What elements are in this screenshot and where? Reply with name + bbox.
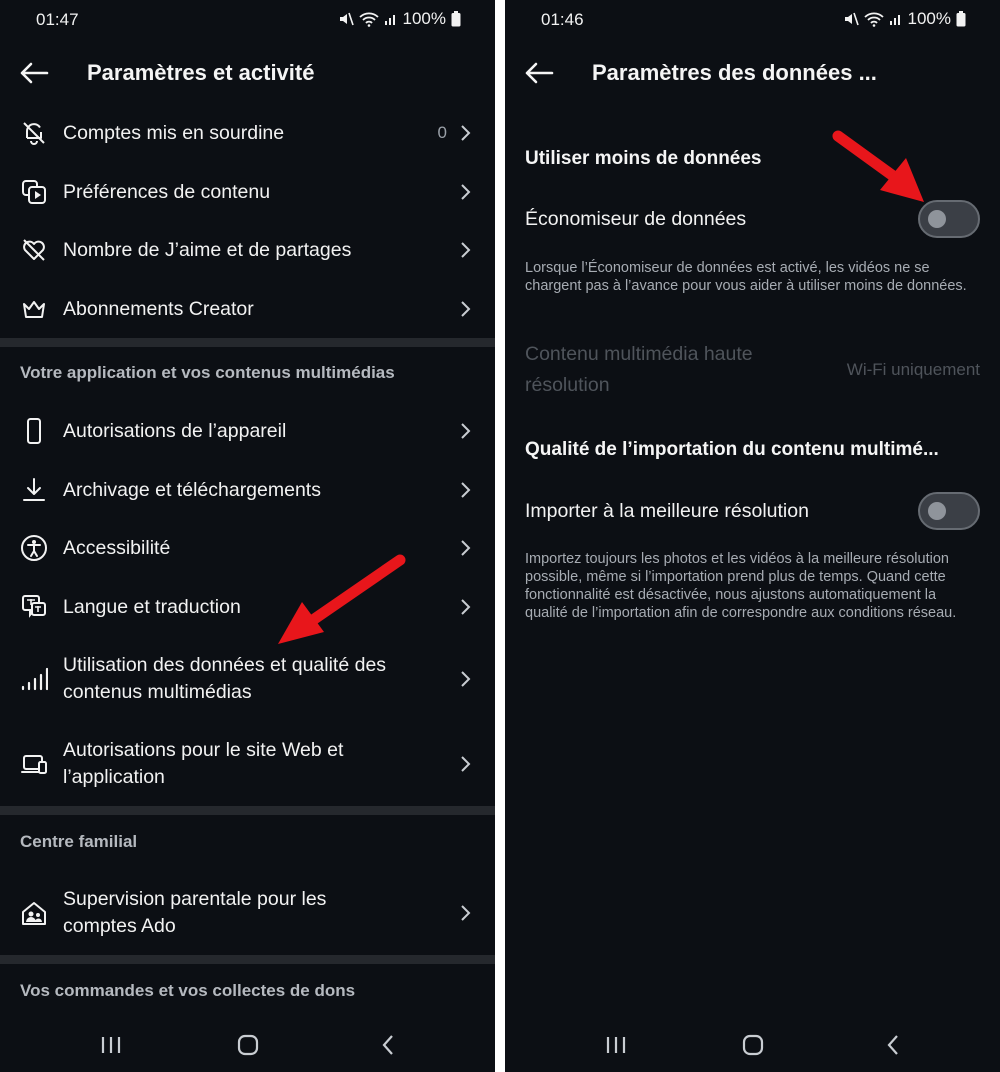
nav-back-button[interactable] xyxy=(878,1030,908,1060)
menu-item-parental-supervision[interactable] xyxy=(0,884,495,942)
menu-item-label: Comptes mis en sourdine xyxy=(63,121,285,144)
menu-item-likes-shares[interactable] xyxy=(0,230,495,270)
data-saver-description: Lorsque l’Économiseur de données est activé, les vidéos ne se chargent pas à l’avance pour vous aider à utiliser moins de données. xyxy=(525,260,967,294)
section-divider xyxy=(0,955,495,964)
crown-icon xyxy=(19,294,49,324)
section-header-app-media: Votre application et vos contenus multimédias xyxy=(20,363,395,382)
home-icon xyxy=(236,1033,260,1057)
status-bar xyxy=(0,0,495,40)
page-header xyxy=(505,48,1000,98)
arrow-left-icon xyxy=(524,62,554,84)
best-upload-toggle[interactable] xyxy=(918,492,980,530)
section-header-orders: Vos commandes et vos collectes de dons xyxy=(20,981,356,1000)
arrow-left-icon xyxy=(19,62,49,84)
menu-item-label: Nombre de J’aime et de partages xyxy=(63,238,352,261)
family-home-icon xyxy=(19,898,49,928)
bell-off-icon xyxy=(19,118,49,148)
chevron-right-icon xyxy=(459,903,473,923)
phone-icon xyxy=(19,416,49,446)
wifi-icon xyxy=(359,11,379,27)
toggle-knob xyxy=(928,210,946,228)
recents-icon xyxy=(604,1035,628,1055)
section-divider xyxy=(0,806,495,815)
android-nav-bar xyxy=(0,1016,495,1072)
section-header-family-center: Centre familial xyxy=(20,832,138,851)
menu-item-label: Archivage et téléchargements xyxy=(63,478,321,501)
data-settings-screen xyxy=(505,0,1000,1072)
content-preferences-icon xyxy=(19,177,49,207)
settings-activity-screen xyxy=(0,0,495,1072)
hires-media-label-line1: Contenu multimédia haute xyxy=(525,343,753,365)
page-header xyxy=(0,48,495,98)
status-icons xyxy=(338,9,461,29)
hires-media-label-line2: résolution xyxy=(525,374,610,396)
battery-percent: 100% xyxy=(402,9,446,28)
home-icon xyxy=(741,1033,765,1057)
section-divider xyxy=(0,338,495,347)
devices-icon xyxy=(19,749,49,779)
menu-item-content-preferences[interactable] xyxy=(0,172,495,212)
page-title: Paramètres des données ... xyxy=(592,60,877,85)
battery-percent: 100% xyxy=(907,9,951,28)
translate-icon xyxy=(19,592,49,622)
recents-icon xyxy=(99,1035,123,1055)
menu-item-label: Préférences de contenu xyxy=(63,180,271,203)
menu-item-label: Abonnements Creator xyxy=(63,297,254,320)
accessibility-icon xyxy=(19,533,49,563)
mute-icon xyxy=(843,11,859,27)
battery-icon xyxy=(451,11,461,27)
home-button[interactable] xyxy=(738,1030,768,1060)
menu-item-label-line2: contenus multimédias xyxy=(63,681,252,703)
status-icons xyxy=(843,9,966,29)
menu-item-label-line1: Utilisation des données et qualité des xyxy=(63,654,387,676)
page-title: Paramètres et activité xyxy=(87,60,315,85)
menu-item-accessibility[interactable] xyxy=(0,528,495,568)
recent-apps-button[interactable] xyxy=(96,1030,126,1060)
status-time: 01:46 xyxy=(541,10,584,29)
data-saver-label: Économiseur de données xyxy=(525,208,747,230)
section-title-use-less-data: Utiliser moins de données xyxy=(525,148,762,169)
recent-apps-button[interactable] xyxy=(601,1030,631,1060)
chevron-right-icon xyxy=(459,123,473,143)
best-upload-description: Importez toujours les photos et les vidéos à la meilleure résolution possible, même si l’importation prend plus de temps. Quand cette fonctionnalité est désactivée, nous ajustons automatiquement la qualité de l’importation afin de correspondre aux conditions réseau. xyxy=(525,551,957,621)
chevron-right-icon xyxy=(459,240,473,260)
nav-back-button[interactable] xyxy=(373,1030,403,1060)
cell-signal-icon xyxy=(889,12,903,26)
chevron-right-icon xyxy=(459,597,473,617)
menu-item-label: Autorisations de l’appareil xyxy=(63,419,287,442)
chevron-right-icon xyxy=(459,754,473,774)
menu-item-data-usage[interactable] xyxy=(0,650,495,708)
battery-icon xyxy=(956,11,966,27)
hires-media-value[interactable]: Wi-Fi uniquement xyxy=(846,360,980,379)
heart-off-icon xyxy=(19,235,49,265)
chevron-right-icon xyxy=(459,182,473,202)
toggle-knob xyxy=(928,502,946,520)
menu-item-label-line1: Supervision parentale pour les xyxy=(63,888,327,910)
cell-signal-icon xyxy=(384,12,398,26)
menu-item-language-translation[interactable] xyxy=(0,587,495,627)
status-bar xyxy=(505,0,1000,40)
muted-count: 0 xyxy=(437,123,447,142)
menu-item-label-line1: Autorisations pour le site Web et xyxy=(63,739,344,761)
status-time: 01:47 xyxy=(36,10,79,29)
menu-item-label: Langue et traduction xyxy=(63,595,241,618)
menu-item-label: Accessibilité xyxy=(63,536,171,559)
best-upload-label: Importer à la meilleure résolution xyxy=(525,500,809,522)
back-button[interactable] xyxy=(523,58,555,88)
menu-item-archive-downloads[interactable] xyxy=(0,470,495,510)
chevron-right-icon xyxy=(459,299,473,319)
chevron-left-icon xyxy=(380,1033,396,1057)
annotation-arrow xyxy=(830,128,930,206)
mute-icon xyxy=(338,11,354,27)
signal-bars-icon xyxy=(19,664,49,694)
chevron-right-icon xyxy=(459,421,473,441)
menu-item-muted-accounts[interactable] xyxy=(0,113,495,153)
data-saver-toggle[interactable] xyxy=(918,200,980,238)
download-icon xyxy=(19,475,49,505)
chevron-right-icon xyxy=(459,480,473,500)
menu-item-label-line2: comptes Ado xyxy=(63,915,176,937)
menu-item-label-line2: l’application xyxy=(63,766,165,788)
android-nav-bar xyxy=(505,1016,1000,1072)
chevron-right-icon xyxy=(459,669,473,689)
chevron-left-icon xyxy=(885,1033,901,1057)
menu-item-device-permissions[interactable] xyxy=(0,411,495,451)
menu-item-creator-subscriptions[interactable] xyxy=(0,289,495,329)
chevron-right-icon xyxy=(459,538,473,558)
menu-item-website-app-permissions[interactable] xyxy=(0,735,495,793)
wifi-icon xyxy=(864,11,884,27)
back-button[interactable] xyxy=(18,58,50,88)
section-title-upload-quality: Qualité de l’importation du contenu multimé... xyxy=(525,439,939,460)
home-button[interactable] xyxy=(233,1030,263,1060)
